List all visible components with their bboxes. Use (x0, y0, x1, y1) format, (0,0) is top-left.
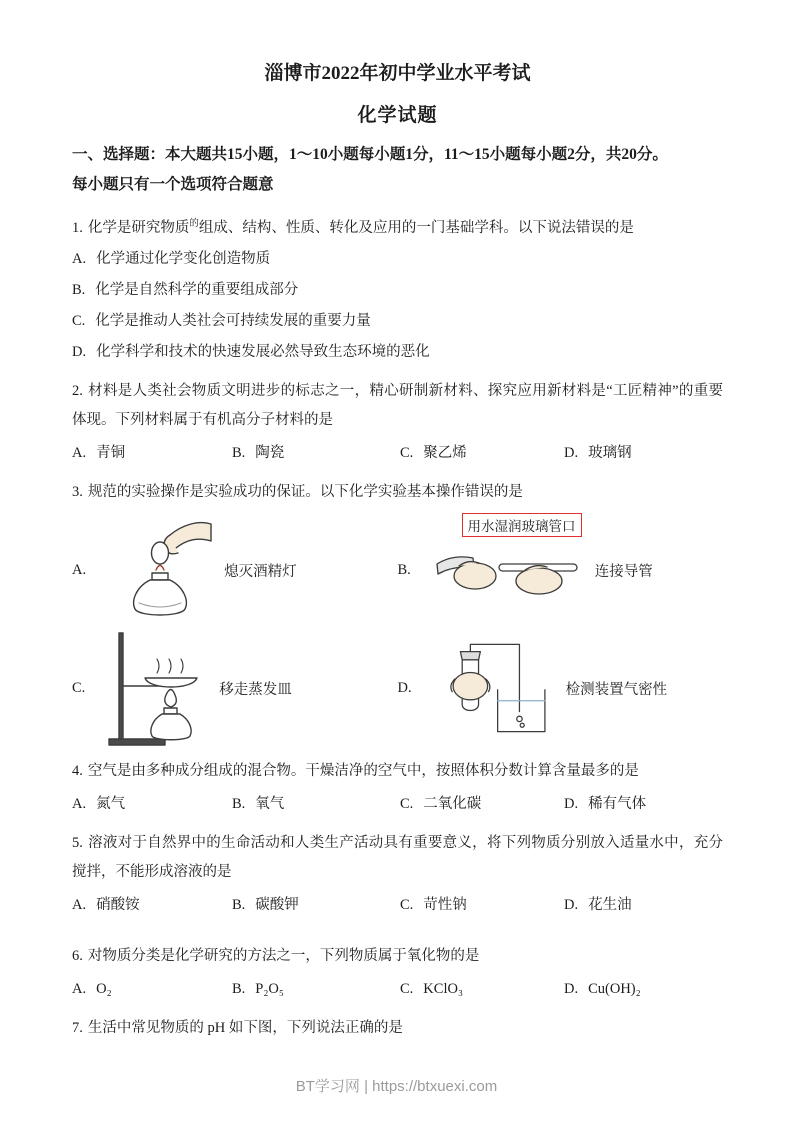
q5-option-b (232, 890, 400, 920)
option-text: 陶瓷 (255, 445, 285, 461)
option-label: A. (72, 897, 87, 913)
remove-evaporating-dish-figure (107, 629, 207, 747)
q5-option-d (564, 890, 723, 920)
q2-stem (72, 377, 723, 435)
q4-stem (72, 757, 723, 786)
option-label: A. (72, 561, 87, 578)
q3-option-c (72, 629, 398, 747)
section-instructions (72, 140, 723, 200)
q1-option-d (72, 337, 723, 367)
option-text: 青铜 (96, 445, 126, 461)
q6-option-c (400, 974, 564, 1004)
q3-option-b (398, 511, 724, 629)
q4-number: 4. (72, 763, 83, 779)
option-label: B. (232, 445, 246, 461)
q3-stem (72, 478, 723, 507)
extinguish-alcohol-lamp-figure (108, 517, 212, 623)
option-label: C. (400, 445, 414, 461)
option-label: A. (72, 251, 87, 267)
question-6 (72, 942, 723, 1004)
q3-stem-text: 规范的实验操作是实验成功的保证。以下化学实验基本操作错误的是 (87, 484, 523, 500)
q6-options (72, 974, 723, 1004)
option-label: D. (397, 679, 412, 696)
q5-option-c (400, 890, 564, 920)
check-airtightness-figure (434, 636, 554, 740)
q3-option-a (72, 511, 398, 629)
q4-option-a (72, 789, 232, 819)
question-4 (72, 757, 723, 819)
option-text: 氮气 (96, 796, 126, 812)
option-label: A. (72, 445, 87, 461)
question-3 (72, 478, 723, 747)
option-label: B. (397, 561, 411, 578)
q3-b-annotation: 用水湿润玻璃管口 (462, 513, 582, 537)
option-label: D. (564, 897, 579, 913)
option-text: 硝酸铵 (96, 897, 140, 913)
q6-option-a (72, 974, 232, 1004)
q6-number: 6. (72, 948, 83, 964)
q3-caption-d: 检测装置气密性 (565, 681, 668, 698)
option-text: 聚乙烯 (423, 445, 467, 461)
option-text: P₂O₅ (255, 981, 284, 997)
q1-stem-text: 化学是研究物质 (87, 220, 190, 236)
option-label: B. (232, 796, 246, 812)
question-7 (72, 1014, 723, 1043)
option-label: B. (232, 981, 246, 997)
option-label: C. (72, 679, 86, 696)
option-label: B. (232, 897, 246, 913)
option-text: 化学科学和技术的快速发展必然导致生态环境的恶化 (96, 344, 430, 360)
q2-options (72, 438, 723, 468)
q5-stem-text: 溶液对于自然界中的生命活动和人类生产活动具有重要意义，将下列物质分别放入适量水中，充分搅拌，不能形成溶液的是 (72, 835, 723, 880)
q2-number: 2. (72, 383, 83, 399)
q2-option-d (564, 438, 723, 468)
q4-option-c (400, 789, 564, 819)
q1-stem-text-cont: 组成、结构、性质、转化及应用的一门基础学科。以下说法错误的是 (198, 220, 634, 236)
q3-number: 3. (72, 484, 83, 500)
option-label: C. (400, 981, 414, 997)
option-label: D. (564, 445, 579, 461)
question-1 (72, 210, 723, 367)
q1-number: 1. (72, 220, 83, 236)
q2-option-c (400, 438, 564, 468)
option-label: D. (564, 981, 579, 997)
q2-option-b (232, 438, 400, 468)
q2-option-a (72, 438, 232, 468)
option-label: B. (72, 282, 86, 298)
question-2 (72, 377, 723, 468)
q4-option-b (232, 789, 400, 819)
section-instructions-line2: 每小题只有一个选项符合题意 (72, 176, 274, 193)
q6-stem (72, 942, 723, 971)
q5-stem (72, 829, 723, 887)
option-text: 化学是推动人类社会可持续发展的重要力量 (95, 313, 371, 329)
connect-tube-figure (433, 538, 583, 602)
q7-stem (72, 1014, 723, 1043)
question-5 (72, 829, 723, 920)
option-text: 化学是自然科学的重要组成部分 (95, 282, 299, 298)
option-label: C. (400, 897, 414, 913)
section-instructions-line1: 一、选择题：本大题共15小题，1～10小题每小题1分，11～15小题每小题2分，共20分。 (72, 146, 668, 163)
q1-option-a (72, 244, 723, 274)
q6-option-d (564, 974, 723, 1004)
q3-caption-c: 移走蒸发皿 (219, 681, 292, 698)
q6-option-b (232, 974, 400, 1004)
q4-stem-text: 空气是由多种成分组成的混合物。干燥洁净的空气中，按照体积分数计算含量最多的是 (87, 763, 639, 779)
q1-stem (72, 210, 723, 243)
exam-subtitle: 化学试题 (357, 105, 438, 126)
option-label: A. (72, 796, 87, 812)
option-label: D. (72, 344, 87, 360)
q1-option-c (72, 306, 723, 336)
option-text: 花生油 (588, 897, 632, 913)
q4-option-d (564, 789, 723, 819)
option-label: A. (72, 981, 87, 997)
q3-option-d (398, 629, 724, 747)
option-label: D. (564, 796, 579, 812)
q7-number: 7. (72, 1020, 83, 1036)
q1-options (72, 244, 723, 367)
q5-number: 5. (72, 835, 83, 851)
option-text: 玻璃钢 (588, 445, 632, 461)
q1-option-b (72, 275, 723, 305)
option-text: 化学通过化学变化创造物质 (96, 251, 271, 267)
q6-stem-text: 对物质分类是化学研究的方法之一，下列物质属于氧化物的是 (87, 948, 480, 964)
option-text: O₂ (96, 981, 112, 997)
option-text: 碳酸钾 (255, 897, 299, 913)
site-watermark: BT学习网 | https://btxuexi.com (295, 1078, 498, 1095)
option-label: C. (72, 313, 86, 329)
q7-stem-text: 生活中常见物质的 pH 如下图，下列说法正确的是 (87, 1020, 403, 1036)
q5-options (72, 890, 723, 920)
option-text: KClO₃ (423, 981, 463, 997)
option-text: 稀有气体 (588, 796, 647, 812)
q4-options (72, 789, 723, 819)
q2-stem-text: 材料是人类社会物质文明进步的标志之一，精心研制新材料、探究应用新材料是“工匠精神”的重要体现。下列材料属于有机高分子材料的是 (72, 383, 723, 428)
exam-title: 淄博市2022年初中学业水平考试 (264, 63, 531, 84)
q3-caption-b: 连接导管 (594, 563, 653, 580)
q3-caption-a: 熄灭酒精灯 (224, 563, 297, 580)
option-text: Cu(OH)₂ (588, 981, 641, 997)
option-label: C. (400, 796, 414, 812)
q3-figure-grid (72, 511, 723, 747)
q5-option-a (72, 890, 232, 920)
option-text: 苛性钠 (423, 897, 467, 913)
option-text: 二氧化碳 (423, 796, 482, 812)
option-text: 氧气 (255, 796, 285, 812)
q1-stem-superscript: 的 (189, 219, 199, 229)
